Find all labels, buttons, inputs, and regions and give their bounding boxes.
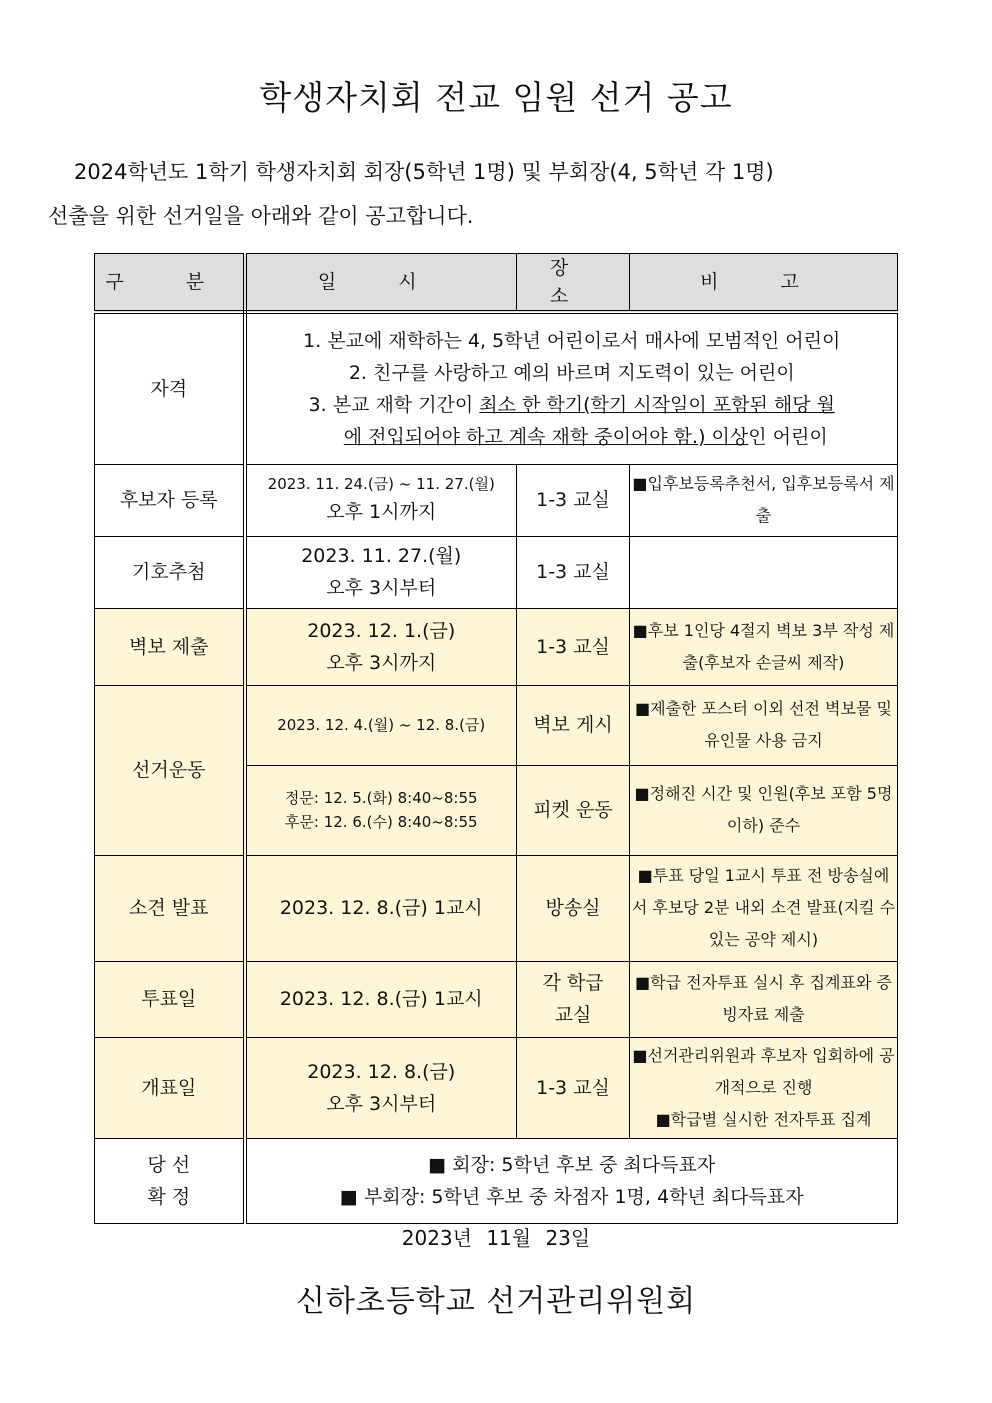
row-label-lottery: 기호추첨	[95, 536, 245, 608]
row-label-qualification: 자격	[95, 312, 245, 464]
speech-datetime: 2023. 12. 8.(금) 1교시	[245, 855, 517, 961]
winner-vice-president: ■ 부회장: 5학년 후보 중 차점자 1명, 4학년 최다득표자	[339, 1185, 804, 1208]
table-row-poster	[95, 608, 898, 685]
lottery-time: 오후 3시부터	[326, 577, 437, 599]
campaign-picket-datetime	[245, 765, 517, 855]
intro-line-2: 선출을 위한 선거일을 아래와 같이 공고합니다.	[48, 204, 474, 228]
table-row-vote	[95, 961, 898, 1037]
qualification-item-1: 1. 본교에 재학하는 4, 5학년 어린이로서 매사에 모범적인 어린이	[303, 329, 841, 352]
registration-datetime	[245, 464, 517, 536]
campaign-poster-note: ■제출한 포스터 이외 선전 벽보물 및 유인물 사용 금지	[630, 685, 898, 765]
intro-paragraph	[48, 150, 948, 238]
poster-note: ■후보 1인당 4절지 벽보 3부 작성 제출(후보자 손글씨 제작)	[630, 608, 898, 685]
registration-date-range: 2023. 11. 24.(금) ~ 11. 27.(월)	[267, 475, 495, 493]
lottery-place: 1-3 교실	[517, 536, 630, 608]
vote-datetime: 2023. 12. 8.(금) 1교시	[245, 961, 517, 1037]
campaign-picket-back-gate: 후문: 12. 6.(수) 8:40~8:55	[284, 813, 478, 831]
vote-place	[517, 961, 630, 1037]
row-label-campaign: 선거운동	[95, 685, 245, 855]
winner-label-line-1: 당 선	[147, 1153, 191, 1176]
count-date: 2023. 12. 8.(금)	[307, 1060, 456, 1083]
vote-note: ■학급 전자투표 실시 후 집계표와 증빙자료 제출	[630, 961, 898, 1037]
page-title: 학생자치회 전교 임원 선거 공고	[259, 78, 733, 117]
row-label-registration: 후보자 등록	[95, 464, 245, 536]
table-row-registration	[95, 464, 898, 536]
campaign-picket-note: ■정해진 시간 및 인원(후보 포함 5명 이하) 준수	[630, 765, 898, 855]
registration-place: 1-3 교실	[517, 464, 630, 536]
campaign-picket-place: 피켓 운동	[517, 765, 630, 855]
table-row-winner	[95, 1138, 898, 1223]
issuer-signature: 신하초등학교 선거관리위원회	[295, 1284, 697, 1319]
lottery-note	[630, 536, 898, 608]
registration-time: 오후 1시까지	[326, 501, 437, 523]
campaign-poster-date: 2023. 12. 4.(월) ~ 12. 8.(금)	[245, 685, 517, 765]
table-row-count	[95, 1037, 898, 1138]
poster-datetime	[245, 608, 517, 685]
vote-place-line-1: 각 학급	[542, 972, 604, 994]
table-row-qualification	[95, 312, 898, 464]
vote-place-line-2: 교실	[554, 1004, 592, 1026]
winner-cell	[245, 1138, 898, 1223]
qualification-item-3-suffix: 인 어린이	[748, 425, 828, 448]
qualification-item-3-prefix: 3. 본교 재학 기간이	[308, 393, 480, 416]
count-place: 1-3 교실	[517, 1037, 630, 1138]
poster-place: 1-3 교실	[517, 608, 630, 685]
count-note-2: ■학급별 실시한 전자투표 집계	[655, 1109, 872, 1129]
winner-label-line-2: 확 정	[147, 1185, 191, 1208]
winner-president: ■ 회장: 5학년 후보 중 최다득표자	[428, 1153, 716, 1176]
header-datetime: 일 시	[245, 254, 517, 313]
header-remarks: 비 고	[630, 254, 898, 313]
row-label-count: 개표일	[95, 1037, 245, 1138]
qualification-item-3-continued	[247, 421, 898, 453]
speech-place: 방송실	[517, 855, 630, 961]
election-schedule-table	[94, 253, 898, 1224]
qualification-cell	[245, 312, 898, 464]
qualification-item-3-underlined-2: 에 전입되어야 하고 계속 재학 중이어야 함.) 이상	[343, 425, 749, 448]
campaign-poster-place: 벽보 게시	[517, 685, 630, 765]
table-row-campaign-1	[95, 685, 898, 765]
poster-date: 2023. 12. 1.(금)	[307, 619, 456, 642]
count-note-1: ■선거관리위원과 후보자 입회하에 공개적으로 진행	[632, 1045, 895, 1097]
table-row-lottery	[95, 536, 898, 608]
intro-line-1: 2024학년도 1학기 학생자치회 회장(5학년 1명) 및 부회장(4, 5학년 각 1명)	[74, 160, 774, 184]
poster-time: 오후 3시까지	[326, 651, 437, 674]
count-time: 오후 3시부터	[326, 1092, 437, 1115]
qualification-item-3-underlined-1: 최소 한 학기(학기 시작일이 포함된 해당 월	[479, 393, 835, 416]
row-label-winner	[95, 1138, 245, 1223]
header-category: 구 분	[95, 254, 245, 313]
campaign-picket-front-gate: 정문: 12. 5.(화) 8:40~8:55	[284, 789, 478, 807]
table-row-speech	[95, 855, 898, 961]
table-header-row	[95, 254, 898, 313]
row-label-speech: 소견 발표	[95, 855, 245, 961]
qualification-item-3	[247, 389, 898, 421]
lottery-datetime	[245, 536, 517, 608]
count-datetime	[245, 1037, 517, 1138]
row-label-poster: 벽보 제출	[95, 608, 245, 685]
qualification-item-2: 2. 친구를 사랑하고 예의 바르며 지도력이 있는 어린이	[348, 361, 795, 384]
count-note	[630, 1037, 898, 1138]
announcement-date: 2023년 11월 23일	[401, 1226, 591, 1250]
speech-note: ■투표 당일 1교시 투표 전 방송실에서 후보당 2분 내외 소견 발표(지킬 수 있는 공약 제시)	[630, 855, 898, 961]
registration-note: ■입후보등록추천서, 입후보등록서 제출	[630, 464, 898, 536]
header-place: 장 소	[517, 254, 630, 313]
row-label-vote: 투표일	[95, 961, 245, 1037]
lottery-date: 2023. 11. 27.(월)	[301, 545, 462, 567]
